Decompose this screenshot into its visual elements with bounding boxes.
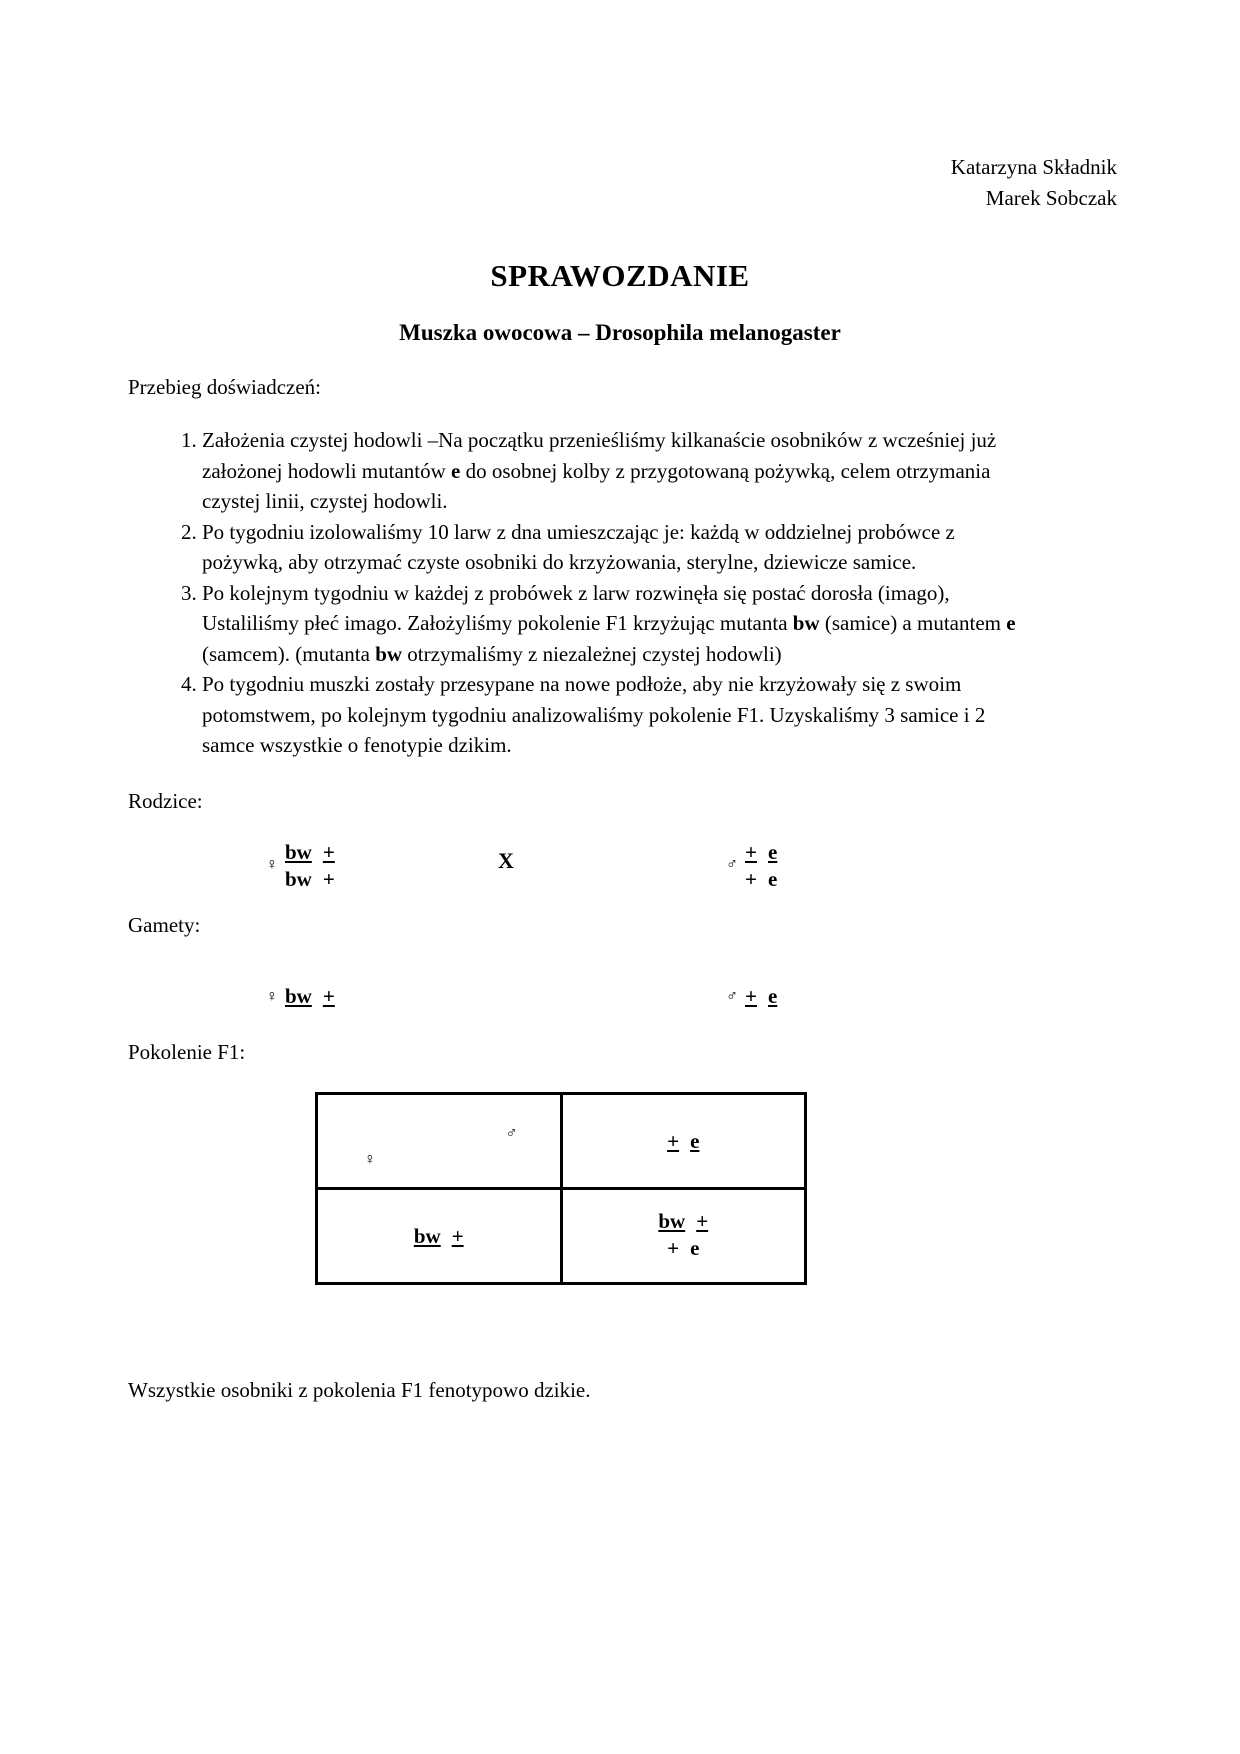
punnett-offspring-cell	[561, 1189, 806, 1284]
male-gamete	[726, 984, 777, 1009]
gamete-allele-2: +	[322, 984, 335, 1008]
closing-statement: Wszystkie osobniki z pokolenia F1 fenotypowo dzikie.	[128, 1378, 591, 1402]
allele-denominator-2: e	[690, 1236, 700, 1260]
cross-operator: X	[498, 848, 514, 873]
label-parents: Rodzice:	[128, 789, 203, 813]
allele-denominator-2: +	[322, 867, 335, 891]
list-item: 1. Założenia czystej hodowli –Na początku przenieśliśmy kilkanaście osobników z wcześniej już założonej hodowli mutantów e do osobnej kolby z przygotowaną pożywką, celem otrzymania czystej linii, czystej hodowli.	[202, 425, 1032, 517]
genotype-fraction	[745, 840, 777, 894]
section-heading-procedure: Przebieg doświadczeń:	[128, 375, 322, 399]
punnett-square	[315, 1092, 807, 1285]
male-symbol-icon: ♂	[726, 855, 738, 873]
allele-denominator-2: e	[767, 867, 778, 891]
allele-numerator-1: bw	[285, 840, 312, 864]
procedure-list	[128, 425, 1032, 761]
list-item: 4. Po tygodniu muszki zostały przesypane na nowe podłoże, aby nie krzyżowały się z swoim potomstwem, po kolejnym tygodniu analizowaliśmy pokolenie F1. Uzyskaliśmy 3 samice i 2 samce wszystkie o fenotypie dzikim.	[202, 669, 1032, 761]
punnett-corner-cell	[317, 1094, 562, 1189]
punnett-column-header-cell	[561, 1094, 806, 1189]
allele-numerator-2: +	[322, 840, 335, 864]
table-row	[317, 1189, 806, 1284]
genotype-fraction	[285, 840, 335, 894]
female-gamete	[266, 984, 335, 1009]
list-item: 3. Po kolejnym tygodniu w każdej z probówek z larw rozwinęła się postać dorosła (imago), Ustaliliśmy płeć imago. Założyliśmy pokolenie F1 krzyżując mutanta bw (samice) a mutantem e (samcem). (mutanta bw otrzymaliśmy z niezależnej czystej hodowli)	[202, 578, 1032, 670]
allele-numerator-1: +	[745, 840, 757, 864]
gametes-notation	[0, 984, 1240, 1018]
allele-numerator-2: e	[767, 840, 778, 864]
label-generation-f1: Pokolenie F1:	[128, 1040, 246, 1064]
allele-denominator-1: bw	[285, 867, 312, 891]
column-header-allele-1: +	[667, 1128, 680, 1153]
gamete-allele-2: e	[767, 984, 778, 1008]
genotype-fraction	[658, 1209, 708, 1263]
allele-denominator-1: +	[745, 867, 757, 891]
allele-numerator-2: +	[696, 1209, 709, 1233]
table-row	[317, 1094, 806, 1189]
author-name-2: Marek Sobczak	[985, 186, 1117, 210]
document-title: SPRAWOZDANIE	[490, 258, 750, 293]
author-block	[951, 152, 1117, 214]
punnett-row-header-cell	[317, 1189, 562, 1284]
female-symbol-icon: ♀	[266, 988, 278, 1005]
allele-numerator-1: bw	[658, 1209, 686, 1233]
female-symbol-icon: ♀	[364, 1151, 376, 1168]
parents-cross-notation	[0, 840, 1240, 900]
female-symbol-icon: ♀	[266, 855, 278, 873]
male-parent-genotype	[726, 840, 777, 894]
gamete-allele-1: bw	[285, 984, 312, 1008]
row-header-allele-2: +	[451, 1223, 464, 1248]
list-item: 2. Po tygodniu izolowaliśmy 10 larw z dna umieszczając je: każdą w oddzielnej probówce z pożywką, aby otrzymać czyste osobniki do krzyżowania, sterylne, dziewicze samice.	[202, 517, 1032, 578]
male-symbol-icon: ♂	[505, 1125, 518, 1142]
row-header-allele-1: bw	[413, 1223, 441, 1248]
label-gametes: Gamety:	[128, 913, 201, 937]
author-name-1: Katarzyna Składnik	[950, 155, 1117, 179]
column-header-allele-2: e	[690, 1128, 700, 1153]
male-symbol-icon: ♂	[726, 988, 738, 1005]
document-subtitle: Muszka owocowa – Drosophila melanogaster	[399, 320, 841, 345]
gamete-allele-1: +	[745, 984, 757, 1008]
allele-denominator-1: +	[667, 1236, 680, 1260]
female-parent-genotype	[266, 840, 335, 894]
